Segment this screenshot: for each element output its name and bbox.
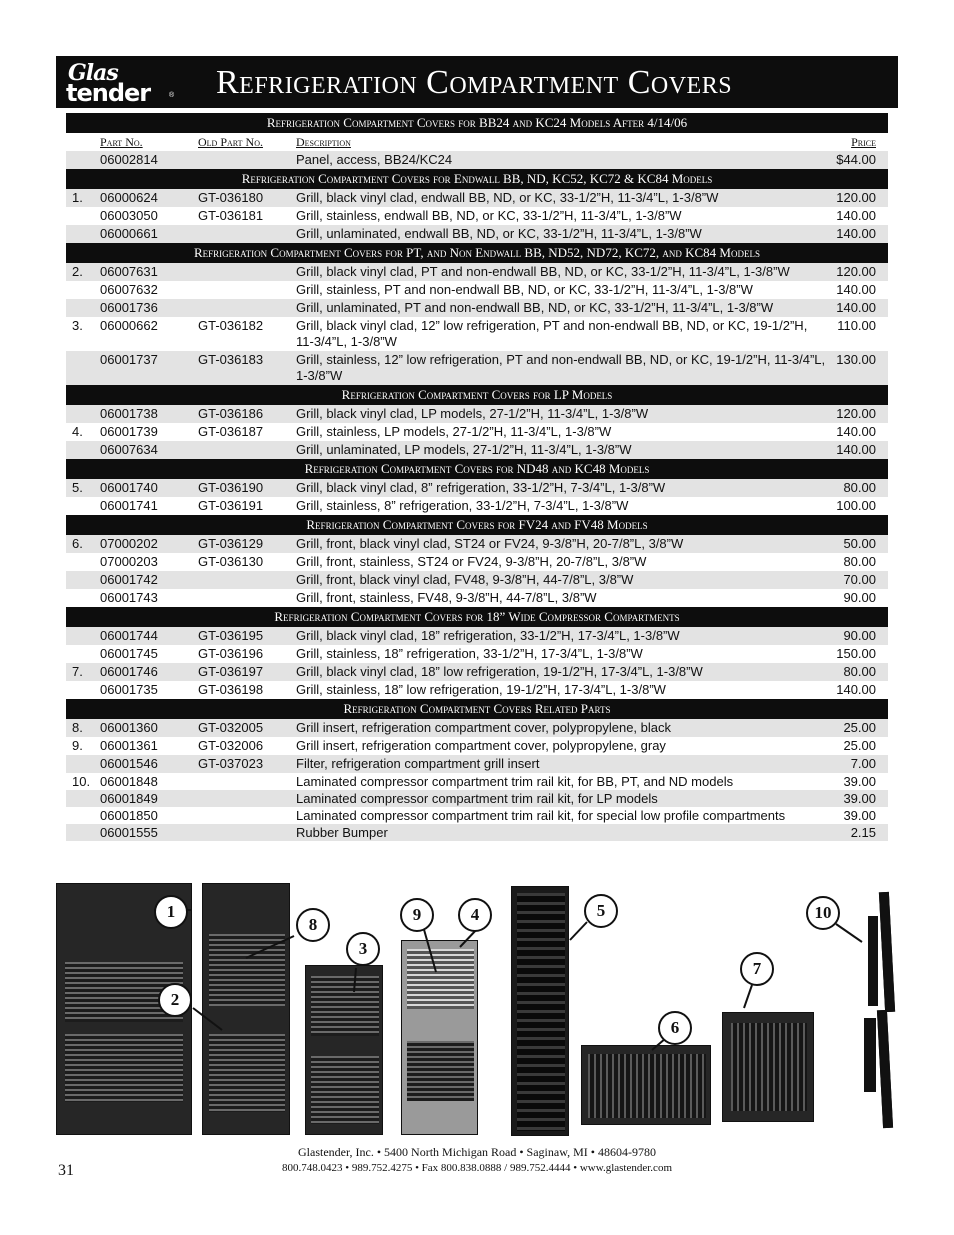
part-number: 06001850 [100, 808, 158, 823]
old-part-number: GT-032006 [198, 738, 264, 753]
price: 25.00 [843, 738, 876, 753]
part-number: 06001736 [100, 300, 158, 315]
footer-address: Glastender, Inc. • 5400 North Michigan Road • Saginaw, MI • 48604-9780 [298, 1145, 656, 1159]
parts-table [66, 113, 888, 841]
table-row [66, 663, 888, 681]
description: Laminated compressor compartment trim rail kit, for LP models [296, 791, 658, 806]
page-title: Refrigeration Compartment Covers [216, 64, 733, 101]
old-part-number: GT-036190 [198, 480, 264, 495]
item-number: 4. [72, 424, 83, 439]
section-header: Refrigeration Compartment Covers for FV24 and FV48 Models [66, 515, 888, 535]
description: Laminated compressor compartment trim rail kit, for special low profile compartments [296, 808, 786, 823]
description: Grill, unlaminated, LP models, 27-1/2”H, 11-3/4”L, 1-3/8”W [296, 442, 632, 457]
callout-1: 1 [154, 895, 188, 929]
description: Grill, black vinyl clad, 8” refrigeration, 33-1/2”H, 7-3/4”L, 1-3/8”W [296, 480, 666, 495]
old-part-number: GT-036183 [198, 352, 264, 367]
price: 140.00 [836, 282, 876, 297]
part-number: 06001546 [100, 756, 158, 771]
table-row [66, 571, 888, 589]
column-part: Part No. [100, 135, 143, 149]
price: 110.00 [837, 318, 876, 333]
part-number: 06001738 [100, 406, 158, 421]
table-row [66, 281, 888, 299]
table-row [66, 824, 888, 841]
product-photos [56, 880, 898, 1140]
price: 90.00 [843, 590, 876, 605]
table-row [66, 681, 888, 699]
price: 50.00 [843, 536, 876, 551]
part-number: 06002814 [100, 152, 158, 167]
price: 39.00 [843, 808, 876, 823]
price: 130.00 [836, 352, 876, 367]
old-part-number: GT-036187 [198, 424, 264, 439]
old-part-number: GT-036129 [198, 536, 264, 551]
column-price: Price [851, 135, 876, 149]
description: Grill, front, black vinyl clad, ST24 or FV24, 9-3/8”H, 20-7/8”L, 3/8”W [296, 536, 684, 551]
description: Grill, stainless, LP models, 27-1/2”H, 11-3/4”L, 1-3/8”W [296, 424, 612, 439]
table-row [66, 535, 888, 553]
part-number: 06001735 [100, 682, 158, 697]
description: Grill, stainless, 8” refrigeration, 33-1/2”H, 7-3/4”L, 1-3/8”W [296, 498, 629, 513]
old-part-number: GT-032005 [198, 720, 264, 735]
callout-5: 5 [584, 894, 618, 928]
part-number: 06001745 [100, 646, 158, 661]
description: Grill, stainless, PT and non-endwall BB, ND, or KC, 33-1/2”H, 11-3/4”L, 1-3/8”W [296, 282, 753, 297]
old-part-number: GT-036182 [198, 318, 264, 333]
part-number: 06001740 [100, 480, 158, 495]
table-row [66, 553, 888, 571]
price: 90.00 [843, 628, 876, 643]
description: Grill, front, stainless, FV48, 9-3/8”H, 44-7/8”L, 3/8”W [296, 590, 597, 605]
table-row [66, 807, 888, 824]
price: 80.00 [843, 554, 876, 569]
old-part-number: GT-036191 [198, 498, 264, 513]
description: Filter, refrigeration compartment grill insert [296, 756, 540, 771]
price: 70.00 [843, 572, 876, 587]
description: Grill, black vinyl clad, 18” refrigeration, 33-1/2”H, 17-3/4”L, 1-3/8”W [296, 628, 680, 643]
part-number: 06007632 [100, 282, 158, 297]
description: Grill, stainless, 18” refrigeration, 33-1/2”H, 17-3/4”L, 1-3/8”W [296, 646, 643, 661]
item-number: 6. [72, 536, 83, 551]
column-description: Description [296, 135, 351, 149]
item-number: 8. [72, 720, 83, 735]
table-row [66, 737, 888, 755]
item-number: 10. [72, 774, 91, 789]
part-number: 06000624 [100, 190, 158, 205]
description: Grill, front, black vinyl clad, FV48, 9-3/8”H, 44-7/8”L, 3/8”W [296, 572, 634, 587]
description: Grill, front, stainless, ST24 or FV24, 9-3/8”H, 20-7/8”L, 3/8”W [296, 554, 647, 569]
part-number: 06000661 [100, 226, 158, 241]
description: Grill, stainless, 18” low refrigeration, 19-1/2”H, 17-3/4”L, 1-3/8”W [296, 682, 666, 697]
price: 120.00 [836, 190, 876, 205]
section-header: Refrigeration Compartment Covers for LP Models [66, 385, 888, 405]
price: 140.00 [836, 682, 876, 697]
footer-contact: 800.748.0423 • 989.752.4275 • Fax 800.838.0888 / 989.752.4444 • www.glastender.com [281, 1162, 672, 1174]
callout-8: 8 [296, 908, 330, 942]
glastender-logo [66, 60, 176, 107]
price: 39.00 [843, 774, 876, 789]
section-header: Refrigeration Compartment Covers Related Parts [66, 699, 888, 719]
old-part-number: GT-036197 [198, 664, 264, 679]
old-part-number: GT-037023 [198, 756, 264, 771]
part-number: 06001746 [100, 664, 158, 679]
table-row [66, 299, 888, 317]
part-number: 06000662 [100, 318, 158, 333]
item-number: 3. [72, 318, 83, 333]
part-number: 06001848 [100, 774, 158, 789]
part-number: 06001741 [100, 498, 158, 513]
description: Grill, black vinyl clad, 12” low refrigeration, PT and non-endwall BB, ND, or KC, 19-1/2”H, 11-3/4”L, 1-3/8”W [296, 318, 808, 349]
section-header: Refrigeration Compartment Covers for ND48 and KC48 Models [66, 459, 888, 479]
price: 25.00 [843, 720, 876, 735]
table-row [66, 755, 888, 773]
header-bar [56, 56, 898, 108]
table-row [66, 151, 888, 169]
description: Grill, stainless, endwall BB, ND, or KC, 33-1/2”H, 11-3/4”L, 1-3/8”W [296, 208, 682, 223]
table-row [66, 441, 888, 459]
table-row [66, 207, 888, 225]
part-number: 06001744 [100, 628, 158, 643]
table-row [66, 719, 888, 737]
column-headers [66, 133, 888, 151]
table-row [66, 645, 888, 663]
part-number: 06001849 [100, 791, 158, 806]
table-row [66, 189, 888, 207]
price: 2.15 [850, 825, 876, 840]
logo-registered: ® [169, 92, 175, 99]
callout-10: 10 [806, 896, 840, 930]
price: 140.00 [836, 208, 876, 223]
description: Laminated compressor compartment trim rail kit, for BB, PT, and ND models [296, 774, 734, 789]
part-number: 07000202 [100, 536, 158, 551]
table-row [66, 790, 888, 807]
description: Grill insert, refrigeration compartment cover, polypropylene, black [296, 720, 671, 735]
table-row [66, 589, 888, 607]
callout-6: 6 [658, 1011, 692, 1045]
part-number: 06007634 [100, 442, 158, 457]
page-number: 31 [58, 1162, 74, 1179]
part-number: 06003050 [100, 208, 158, 223]
price: 140.00 [836, 442, 876, 457]
price: 80.00 [843, 664, 876, 679]
description: Grill, stainless, 12” low refrigeration, PT and non-endwall BB, ND, or KC, 19-1/2”H, 11-3/4”L, 1-3/8”W [296, 352, 826, 383]
column-old-part: Old Part No. [198, 135, 263, 149]
callout-7: 7 [740, 952, 774, 986]
part-number: 06007631 [100, 264, 158, 279]
old-part-number: GT-036195 [198, 628, 264, 643]
description: Grill, unlaminated, endwall BB, ND, or KC, 33-1/2”H, 11-3/4”L, 1-3/8”W [296, 226, 702, 241]
old-part-number: GT-036130 [198, 554, 264, 569]
part-number: 06001742 [100, 572, 158, 587]
description: Rubber Bumper [296, 825, 388, 840]
table-row [66, 351, 888, 385]
part-number: 06001743 [100, 590, 158, 605]
price: 7.00 [850, 756, 876, 771]
old-part-number: GT-036180 [198, 190, 264, 205]
price: 100.00 [836, 498, 876, 513]
table-row [66, 423, 888, 441]
part-number: 06001360 [100, 720, 158, 735]
callout-9: 9 [400, 898, 434, 932]
price: 140.00 [836, 300, 876, 315]
table-row [66, 405, 888, 423]
description: Grill, black vinyl clad, 18” low refrigeration, 19-1/2”H, 17-3/4”L, 1-3/8”W [296, 664, 703, 679]
callout-3: 3 [346, 932, 380, 966]
price: 140.00 [836, 424, 876, 439]
description: Grill, black vinyl clad, PT and non-endwall BB, ND, or KC, 33-1/2”H, 11-3/4”L, 1-3/8”W [296, 264, 790, 279]
table-row [66, 627, 888, 645]
description: Grill, black vinyl clad, endwall BB, ND, or KC, 33-1/2”H, 11-3/4”L, 1-3/8”W [296, 190, 719, 205]
description: Grill insert, refrigeration compartment cover, polypropylene, gray [296, 738, 666, 753]
item-number: 9. [72, 738, 83, 753]
table-row [66, 479, 888, 497]
item-number: 1. [72, 190, 83, 205]
description: Panel, access, BB24/KC24 [296, 152, 453, 167]
price: 120.00 [836, 264, 876, 279]
logo-line1: Glas [68, 60, 118, 86]
logo-line2: tender [66, 79, 151, 107]
section-header: Refrigeration Compartment Covers for PT, and Non Endwall BB, ND52, ND72, KC72, and KC84 Models [66, 243, 888, 263]
price: 150.00 [836, 646, 876, 661]
part-number: 06001555 [100, 825, 158, 840]
table-row [66, 773, 888, 790]
description: Grill, unlaminated, PT and non-endwall BB, ND, or KC, 33-1/2”H, 11-3/4”L, 1-3/8”W [296, 300, 774, 315]
section-header: Refrigeration Compartment Covers for 18” Wide Compressor Compartments [66, 607, 888, 627]
part-number: 06001737 [100, 352, 158, 367]
price: 39.00 [843, 791, 876, 806]
price: 80.00 [843, 480, 876, 495]
callout-4: 4 [458, 898, 492, 932]
item-number: 2. [72, 264, 83, 279]
table-row [66, 225, 888, 243]
table-row [66, 263, 888, 281]
table-row [66, 497, 888, 515]
price: 120.00 [836, 406, 876, 421]
item-number: 7. [72, 664, 83, 679]
callout-2: 2 [158, 983, 192, 1017]
old-part-number: GT-036198 [198, 682, 264, 697]
old-part-number: GT-036181 [198, 208, 264, 223]
section-header: Refrigeration Compartment Covers for Endwall BB, ND, KC52, KC72 & KC84 Models [66, 169, 888, 189]
part-number: 06001739 [100, 424, 158, 439]
price: 140.00 [836, 226, 876, 241]
description: Grill, black vinyl clad, LP models, 27-1/2”H, 11-3/4”L, 1-3/8”W [296, 406, 649, 421]
section-header: Refrigeration Compartment Covers for BB24 and KC24 Models After 4/14/06 [66, 113, 888, 133]
old-part-number: GT-036196 [198, 646, 264, 661]
price: $44.00 [836, 152, 876, 167]
part-number: 06001361 [100, 738, 158, 753]
table-row [66, 317, 888, 351]
old-part-number: GT-036186 [198, 406, 264, 421]
item-number: 5. [72, 480, 83, 495]
part-number: 07000203 [100, 554, 158, 569]
